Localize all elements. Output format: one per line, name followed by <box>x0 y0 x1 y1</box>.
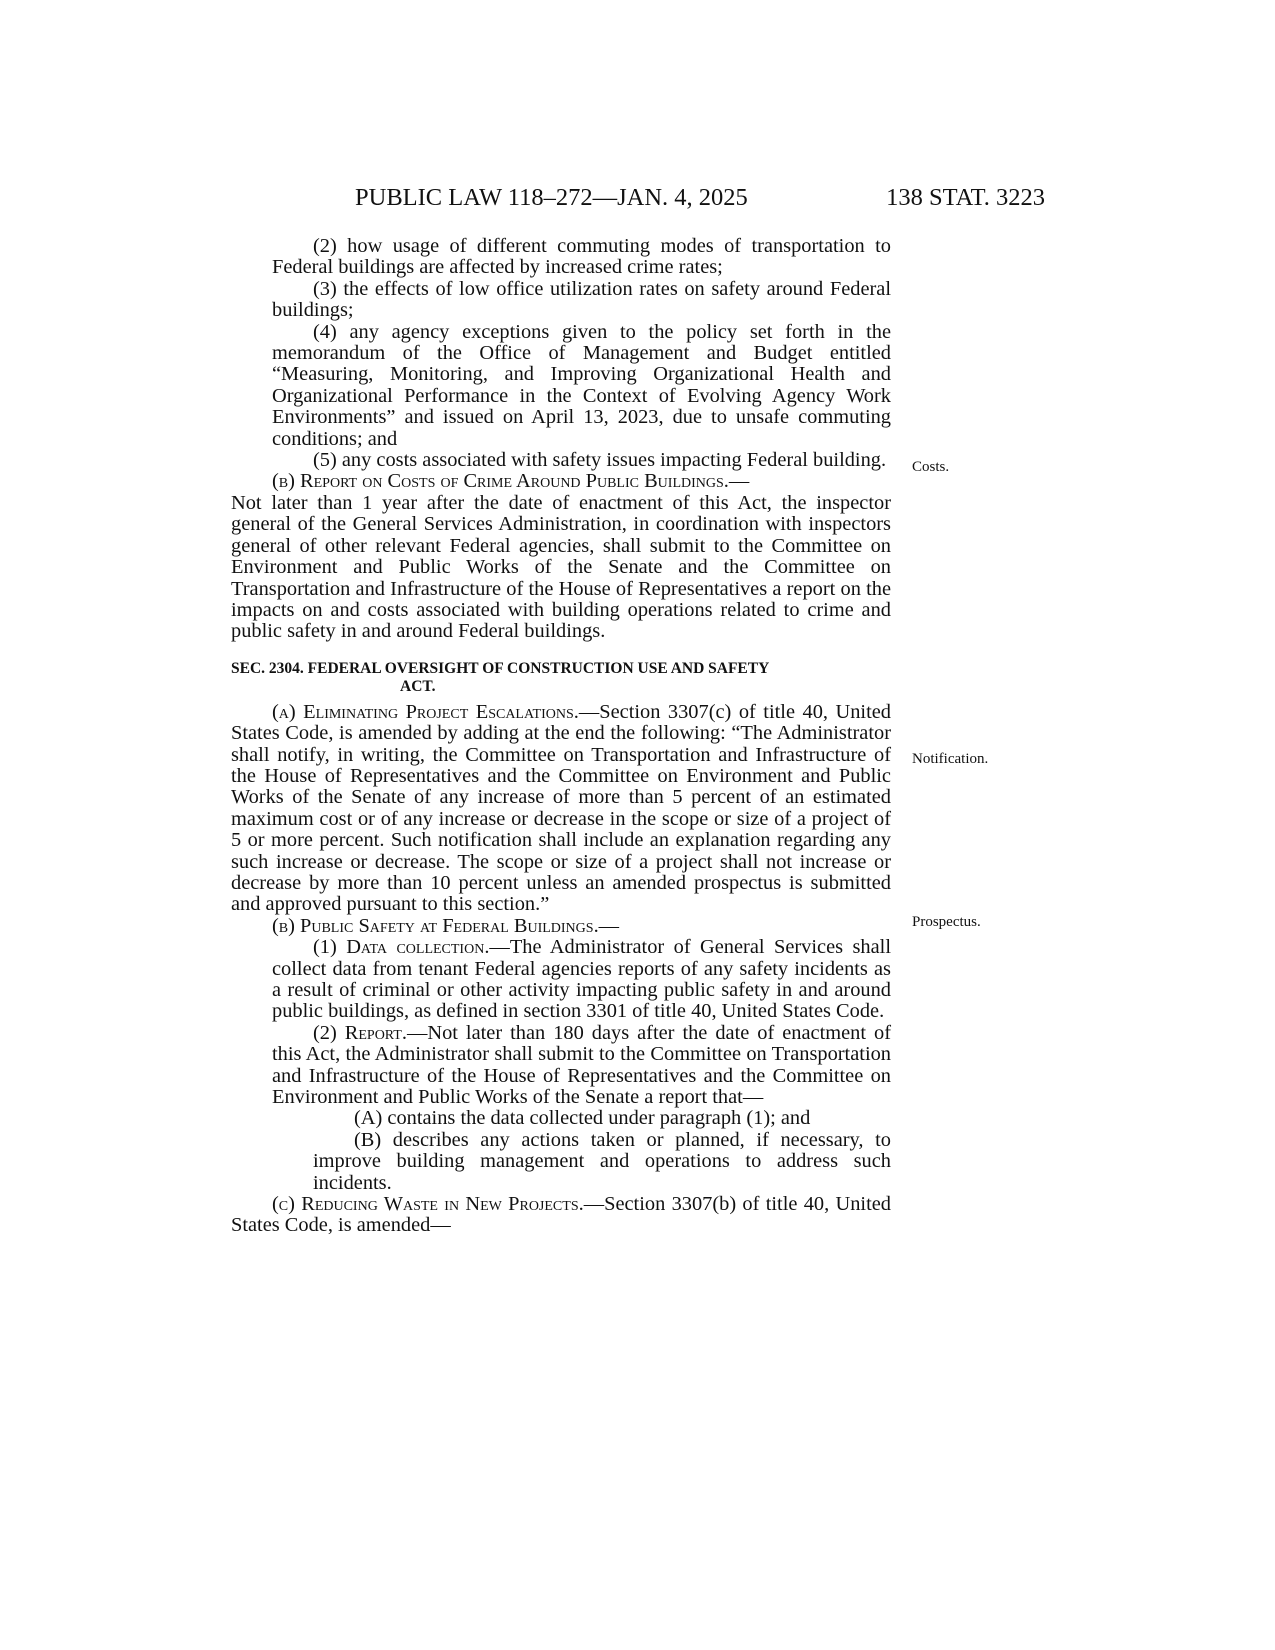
body-text <box>231 236 891 1237</box>
margin-note-costs: Costs. <box>912 459 950 475</box>
paragraph-b1-heading: (1) Data collection.— <box>313 936 510 959</box>
subsection-a-heading: (a) Eliminating Project Escalations.— <box>272 700 600 723</box>
section-2304-heading <box>231 660 891 696</box>
section-heading-line2: ACT. <box>400 677 436 695</box>
paragraph-5: (5) any costs associated with safety issues impacting Federal building. <box>313 449 887 472</box>
paragraph-4: (4) any agency exceptions given to the policy set forth in the memorandum of the Office of Management and Budget entitled “Measuring, Monitoring, and Improving Organizational Health and Organizational Performance in the Context of Evolving Agency Work Environments” and issued on April 13, 2023, due to unsafe commuting conditions; and <box>272 320 891 450</box>
page-header <box>0 184 1275 224</box>
subparagraph-A: (A) contains the data collected under paragraph (1); and <box>354 1107 811 1130</box>
paragraph-b2-heading: (2) Report.— <box>313 1021 428 1044</box>
subparagraph-B: (B) describes any actions taken or planned, if necessary, to improve building management and operations to address such incidents. <box>313 1128 891 1194</box>
paragraph-2: (2) how usage of different commuting modes of transportation to Federal buildings are affected by increased crime rates; <box>272 235 891 279</box>
running-head: PUBLIC LAW 118–272—JAN. 4, 2025 <box>355 184 748 211</box>
paragraph-3: (3) the effects of low office utilization rates on safety around Federal buildings; <box>272 277 891 322</box>
subsection-b-report-heading: (b) Report on Costs of Crime Around Public Buildings.— <box>272 470 750 493</box>
page-stat-number: 138 STAT. 3223 <box>886 184 1045 211</box>
subsection-c <box>231 1194 891 1237</box>
subsection-b-report-body: Not later than 1 year after the date of enactment of this Act, the inspector general of the General Services Administration, in coordination with inspectors general of other relevant Federal agencies, shall submit to the Committee on Environment and Public Works of the Senate and the Committee on Transportation and Infrastructure of the House of Representatives a report on the impacts on and costs associated with building operations related to crime and public safety in and around Federal buildings. <box>231 491 891 643</box>
margin-note-notification: Notification. <box>912 751 989 767</box>
subsection-b-heading-text: (b) Public Safety at Federal Buildings.— <box>272 914 620 937</box>
paragraph-b2-body: Not later than 180 days after the date of enactment of this Act, the Administrator shall submit to the Committee on Transportation and Infrastructure of the House of Representatives and the Committee on Environment and Public Works of the Senate a report that— <box>272 1021 891 1109</box>
paragraph-b1 <box>231 937 891 1023</box>
subsection-b-report <box>231 471 891 642</box>
section-heading-line1: SEC. 2304. FEDERAL OVERSIGHT OF CONSTRUCTION USE AND SAFETY <box>231 659 770 677</box>
subsection-c-heading: (c) Reducing Waste in New Projects.— <box>272 1193 605 1216</box>
paragraph-b2 <box>231 1023 891 1109</box>
subsection-a <box>231 702 891 916</box>
paragraph-b1-body: The Administrator of General Services shall collect data from tenant Federal agencies reports of any safety incidents as a result of criminal or other activity impacting public safety in and around public buildings, as defined in section 3301 of title 40, United States Code. <box>272 936 891 1023</box>
subsection-b-heading <box>231 916 891 937</box>
subsection-a-body: Section 3307(c) of title 40, United States Code, is amended by adding at the end the following: “The Administrator shall notify, in writing, the Committee on Transportation and Infrastructure of the House of Representatives and the Committee on Environment and Public Works of the Senate of any increase of more than 5 percent of an estimated maximum cost or of any increase or decrease in the scope or size of a project of 5 or more percent. Such notification shall include an explanation regarding any such increase or decrease. The scope or size of a project shall not increase or decrease by more than 10 percent unless an amended prospectus is submitted and approved pursuant to this section.” <box>231 700 891 916</box>
subsection-c-body: Section 3307(b) of title 40, United States Code, is amended— <box>231 1193 892 1237</box>
margin-note-prospectus: Prospectus. <box>912 914 981 930</box>
